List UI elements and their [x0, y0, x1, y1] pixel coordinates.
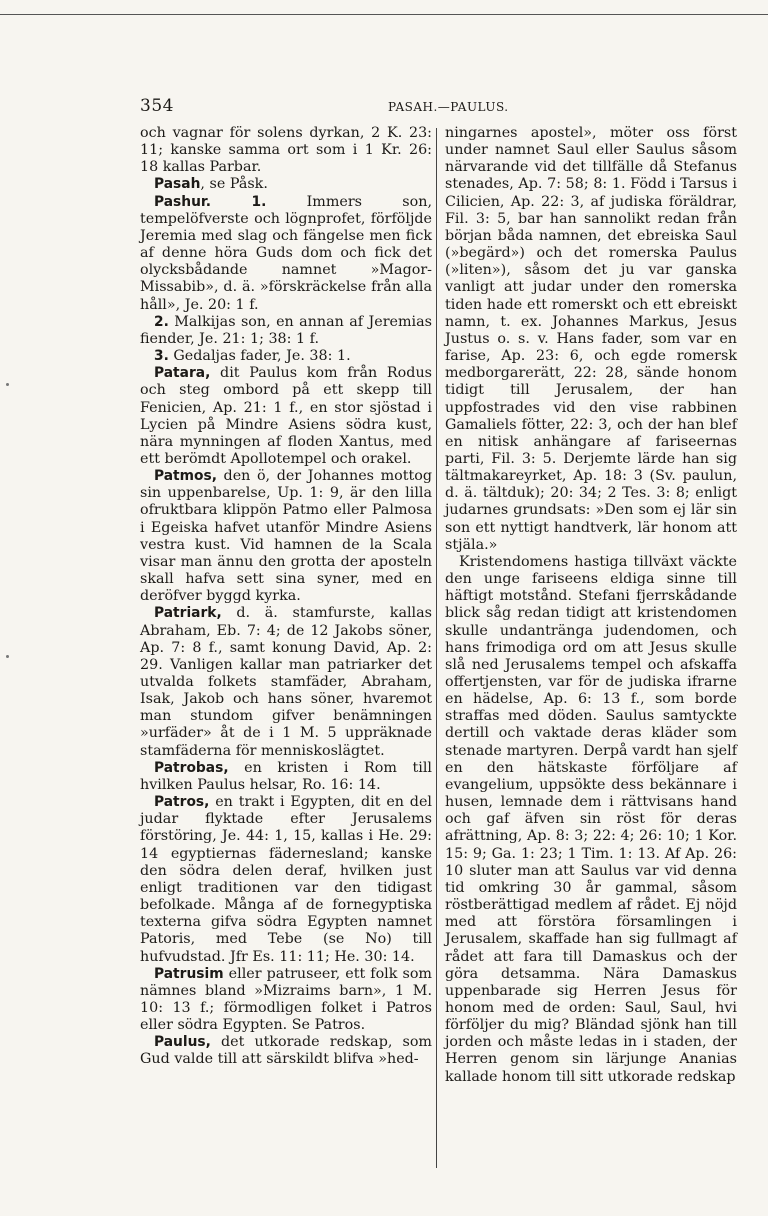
- entry-text: d. ä. stamfurste, kallas Abraham, Eb. 7: 4; de 12 Jakobs söner, Ap. 7: 8 f., samt konung David, Ap. 2: 29. Vanligen kallar man patriarker det utvalda folkets stamfäder, Abraham, Isak, Jakob och hans söner, hvaremot man stundom gifver benämningen »urfäder» åt de i 1 M. 5 uppräknade stamfäderna för menniskoslägtet.: [140, 605, 432, 759]
- page-number: 354: [140, 96, 174, 116]
- column-divider: [436, 128, 437, 1168]
- entry-headword: 2.: [154, 313, 169, 330]
- paragraph: Kristendomens hastiga tillväxt väckte den unge fariseens eldiga sinne till häftigt motstånd. Stefani fjerrskådande blick såg redan tidigt att kristendomen skulle undanträngа judendomen, och hans frimodiga ord om att Jesus skulle slå ned Jerusalems tempel och afskaffa offertjensten, var för de judiska ifrarne en hädelse, Ap. 6: 13 f., som borde straffas med döden. Saulus samtyckte dertill och vaktade deras kläder som stenade martyren. Derpå vardt han sjelf en den hätskaste förföljare af evangelium, uppsökte dess bekännare i husen, lemnade dem i rättvisans hand och gaf äfven sin röst för deras afrättning, Ap. 8: 3; 22: 4; 26: 10; 1 Kor. 15: 9; Ga. 1: 23; 1 Tim. 1: 13. Af Ap. 26: 10 sluter man att Saulus var vid denna tid omkring 30 år gammal, såsom röstberättigad medlem af rådet. Ej nöjd med att förstöra församlingen i Jerusalem, skaffade han sig fullmagt af rådet att fara till Damaskus och der göra detsamma. Nära Damaskus uppenbarade sig Herren Jesus för honom med de orden: Saul, Saul, hvi förföljer du mig? Bländad sjönk han till jorden och måste ledas in i staden, der Herren genom sin lärjunge Ananias kallade honom till sitt utkorade redskap: [445, 553, 737, 1085]
- entry-headword: Patmos,: [154, 468, 217, 485]
- dictionary-entry: [140, 794, 432, 966]
- entry-headword: Patrobas,: [154, 759, 229, 776]
- entry-text: en kristen i Rom till hvilken Paulus helsar, Ro. 16: 14.: [140, 759, 432, 793]
- dictionary-entry: [140, 176, 432, 193]
- entry-text: det utkorade redskap, som Gud valde till att särskildt blifva »hed-: [140, 1034, 432, 1068]
- entry-text: Malkijas son, en annan af Jeremias fiender, Je. 21: 1; 38: 1 f.: [140, 313, 432, 347]
- entry-text: dit Paulus kom från Rodus och steg ombord på ett skepp till Fenicien, Ap. 21: 1 f., en stor sjöstad i Lycien på Mindre Asiens södra kust, nära mynningen af floden Xantus, med ett berömdt Apollotempel och orakel.: [140, 365, 432, 467]
- dictionary-entry: [140, 468, 432, 605]
- entry-headword: Patros,: [154, 794, 210, 811]
- paragraph: och vagnar för solens dyrkan, 2 K. 23: 11; kanske samma ort som i 1 Kr. 26: 18 kallas Parbar.: [140, 125, 432, 176]
- entry-headword: Patara,: [154, 365, 211, 382]
- dictionary-entry: [140, 760, 432, 794]
- entry-text: eller patruseer, ett folk som nämnes bland »Mizraims barn», 1 M. 10: 13 f.; förmodligen folket i Patros eller södra Egypten. Se Patros.: [140, 965, 432, 1034]
- page-top-rule: [0, 14, 768, 15]
- entry-headword: 3.: [154, 348, 169, 365]
- entry-text: , se Påsk.: [200, 176, 268, 193]
- dictionary-entry: [140, 605, 432, 759]
- left-column: [140, 125, 432, 1069]
- right-column: [445, 125, 737, 1086]
- entry-text: en trakt i Egypten, dit en del judar flyktade efter Jerusalems förstöring, Je. 44: 1, 15, kallas i He. 29: 14 egyptiernas fädernesland; kanske den södra delen deraf, hvilken just enligt traditionen var den tidigast befolkade. Många af de fornegyptiska texterna gifva södra Egypten namnet Patoris, med Tebe (se No) till hufvudstad. Jfr Es. 11: 11; He. 30: 14.: [140, 794, 432, 965]
- dictionary-entry: [140, 966, 432, 1035]
- dictionary-entry: [140, 314, 432, 348]
- entry-text: den ö, der Johannes mottog sin uppenbarelse, Up. 1: 9, är den lilla ofruktbara klippön Patmo eller Palmosa i Egeiska hafvet utanför Mindre Asiens vestra kust. Vid hamnen de la Scala visar man ännu den grotta der aposteln skall hafva sett sina syner, med en deröfver byggd kyrka.: [140, 468, 432, 605]
- running-head: PASAH.—PAULUS.: [388, 100, 509, 114]
- entry-headword: Pashur. 1.: [154, 193, 267, 210]
- paragraph: ningarnes apostel», möter oss först under namnet Saul eller Saulus såsom närvarande vid det tillfälle då Stefanus stenades, Ap. 7: 58; 8: 1. Född i Tarsus i Cilicien, Ap. 22: 3, af judiska föräldrar, Fil. 3: 5, bar han sannolikt redan från början båda namnen, det ebreiska Saul (»begärd») och det romerska Paulus (»liten»), såsom det ju var ganska vanligt att judar under den romerska tiden hade ett romerskt och ett ebreiskt namn, t. ex. Johannes Markus, Jesus Justus o. s. v. Hans fader, som var en farise, Ap. 23: 6, och egde romersk medborgarerätt, 22: 28, sände honom tidigt till Jerusalem, der han uppfostrades vid den vise rabbinen Gamaliels fötter, 22: 3, och der han blef en nitisk anhängare af fariseernas parti, Fil. 3: 5. Derjemte lärde han sig tältmakareyrket, Ap. 18: 3 (Sv. paulun, d. ä. tältduk); 20: 34; 2 Tes. 3: 8; enligt judarnes grundsats: »Den som ej lär sin son ett nyttigt handtverk, lär honom att stjäla.»: [445, 125, 737, 553]
- entry-text: Immers son, tempelöfverste och lögnprofet, förföljde Jeremia med slag och fängelse men fick af denne höra Guds dom och fick det olycksbådande namnet »Magor-Missabib», d. ä. »förskräckelse från alla håll», Je. 20: 1 f.: [140, 193, 432, 313]
- entry-headword: Paulus,: [154, 1034, 211, 1051]
- entry-headword: Patrusim: [154, 965, 224, 982]
- dictionary-entry: [140, 194, 432, 314]
- dictionary-entry: [140, 348, 432, 365]
- entry-headword: Patriark,: [154, 605, 222, 622]
- entry-text: Gedaljas fader, Je. 38: 1.: [168, 348, 351, 365]
- margin-dot: [6, 383, 9, 386]
- entry-headword: Pasah: [154, 176, 201, 193]
- margin-dot: [6, 655, 9, 658]
- dictionary-entry: [140, 1034, 432, 1068]
- dictionary-entry: [140, 365, 432, 468]
- page-header: [140, 96, 740, 120]
